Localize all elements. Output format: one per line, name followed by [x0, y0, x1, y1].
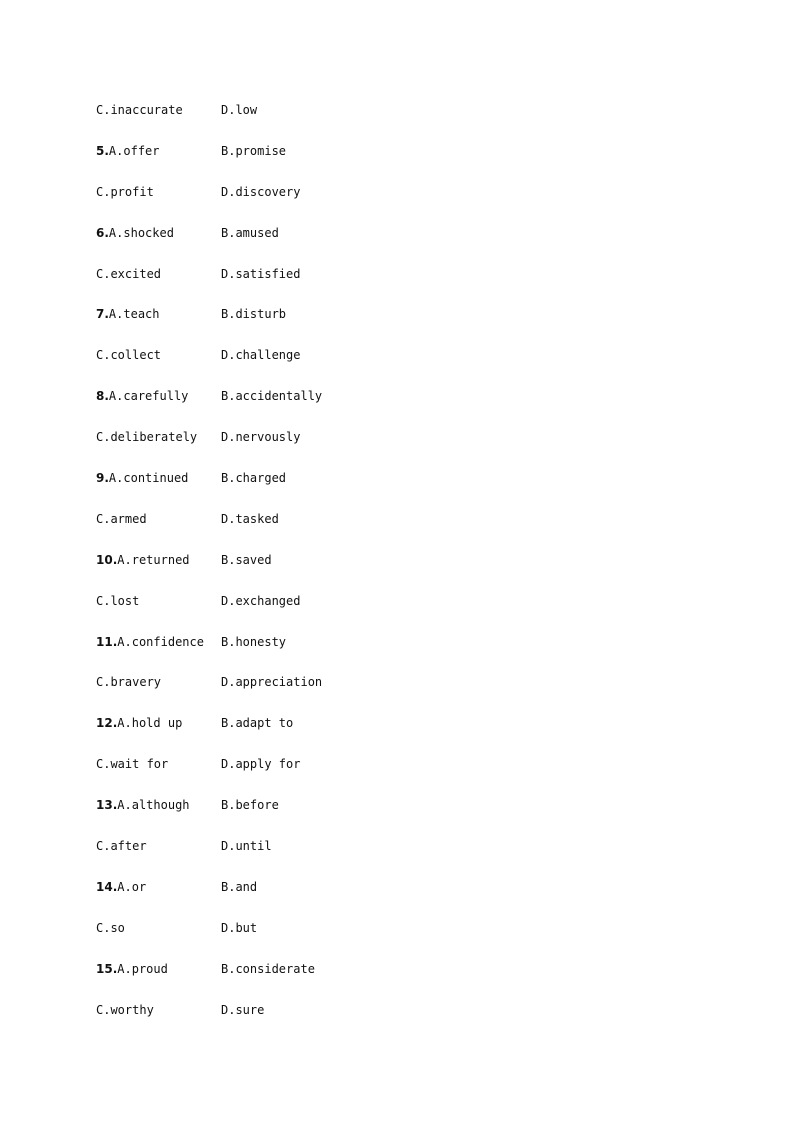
option-right: B.honesty [221, 634, 287, 649]
option-row [96, 346, 696, 387]
option-right: D.appreciation [221, 675, 323, 690]
option-left [96, 960, 221, 978]
option-right: B.and [221, 879, 258, 894]
option-right: B.promise [221, 143, 287, 158]
option-row [96, 101, 696, 142]
option-left [96, 673, 221, 691]
option-left [96, 633, 221, 651]
option-text: C.so [96, 920, 125, 935]
option-right: D.sure [221, 1002, 265, 1017]
option-row [96, 755, 696, 796]
question-number: 9. [96, 471, 109, 486]
option-right: B.saved [221, 552, 272, 567]
option-text: C.worthy [96, 1002, 154, 1017]
option-right: B.charged [221, 471, 287, 486]
option-left [96, 796, 221, 814]
option-left [96, 878, 221, 896]
option-row [96, 305, 696, 346]
option-row [96, 960, 696, 1001]
option-row [96, 837, 696, 878]
option-left [96, 510, 221, 528]
option-row [96, 183, 696, 224]
option-text: A.although [117, 798, 190, 813]
option-right: B.accidentally [221, 389, 323, 404]
option-left [96, 346, 221, 364]
option-text: C.deliberately [96, 430, 198, 445]
option-right: B.before [221, 798, 279, 813]
option-right: B.disturb [221, 307, 287, 322]
option-row [96, 510, 696, 551]
option-text: C.collect [96, 348, 162, 363]
option-right: D.apply for [221, 757, 301, 772]
option-row [96, 633, 696, 674]
question-number: 6. [96, 225, 109, 240]
option-text: A.continued [108, 471, 189, 486]
option-right: D.challenge [221, 348, 301, 363]
option-row [96, 551, 696, 592]
question-number: 11. [96, 634, 118, 649]
option-text: C.armed [96, 511, 147, 526]
option-left [96, 592, 221, 610]
option-left [96, 224, 221, 242]
option-text: C.wait for [96, 757, 169, 772]
option-right: D.low [221, 103, 258, 117]
option-row [96, 387, 696, 428]
option-text: C.bravery [96, 675, 162, 690]
option-text: A.offer [108, 143, 160, 158]
option-text: C.lost [96, 593, 140, 608]
option-text: C.after [96, 839, 147, 854]
option-right: D.discovery [221, 184, 301, 199]
option-left [96, 265, 221, 283]
option-row [96, 919, 696, 960]
option-text: A.teach [108, 307, 160, 322]
question-number: 8. [96, 389, 109, 404]
option-left [96, 919, 221, 937]
option-right: B.amused [221, 225, 279, 240]
option-row [96, 142, 696, 183]
option-right: B.considerate [221, 961, 315, 976]
option-row [96, 224, 696, 265]
option-left [96, 387, 221, 405]
option-row [96, 469, 696, 510]
question-number: 5. [96, 143, 109, 158]
option-left [96, 1001, 221, 1019]
option-row [96, 1001, 696, 1042]
option-left [96, 469, 221, 487]
option-text: A.returned [117, 552, 190, 567]
option-right: B.adapt to [221, 716, 294, 731]
question-number: 12. [96, 716, 118, 731]
option-text: A.shocked [108, 225, 174, 240]
question-number: 7. [96, 307, 109, 322]
option-row [96, 673, 696, 714]
option-text: A.proud [117, 961, 168, 976]
question-number: 15. [96, 961, 118, 976]
option-right: D.until [221, 839, 272, 854]
option-row [96, 714, 696, 755]
option-right: D.satisfied [221, 266, 301, 281]
option-text: C.inaccurate [96, 103, 183, 117]
option-left [96, 305, 221, 323]
option-row [96, 265, 696, 306]
option-left [96, 101, 221, 119]
option-right: D.nervously [221, 430, 301, 445]
option-row [96, 878, 696, 919]
option-row [96, 428, 696, 469]
option-left [96, 714, 221, 732]
option-row [96, 592, 696, 633]
option-right: D.exchanged [221, 593, 301, 608]
option-left [96, 142, 221, 160]
option-text: A.hold up [117, 716, 183, 731]
option-left [96, 837, 221, 855]
option-left [96, 428, 221, 446]
option-left [96, 551, 221, 569]
option-text: A.confidence [117, 634, 204, 649]
option-text: A.carefully [108, 389, 189, 404]
option-text: C.excited [96, 266, 162, 281]
option-right: D.but [221, 920, 258, 935]
question-number: 10. [96, 552, 118, 567]
question-number: 13. [96, 798, 118, 813]
question-number: 14. [96, 879, 118, 894]
option-text: A.or [117, 879, 147, 894]
option-text: C.profit [96, 184, 154, 199]
answer-options-list [96, 101, 696, 1041]
option-right: D.tasked [221, 511, 279, 526]
option-left [96, 183, 221, 201]
option-left [96, 755, 221, 773]
option-row [96, 796, 696, 837]
